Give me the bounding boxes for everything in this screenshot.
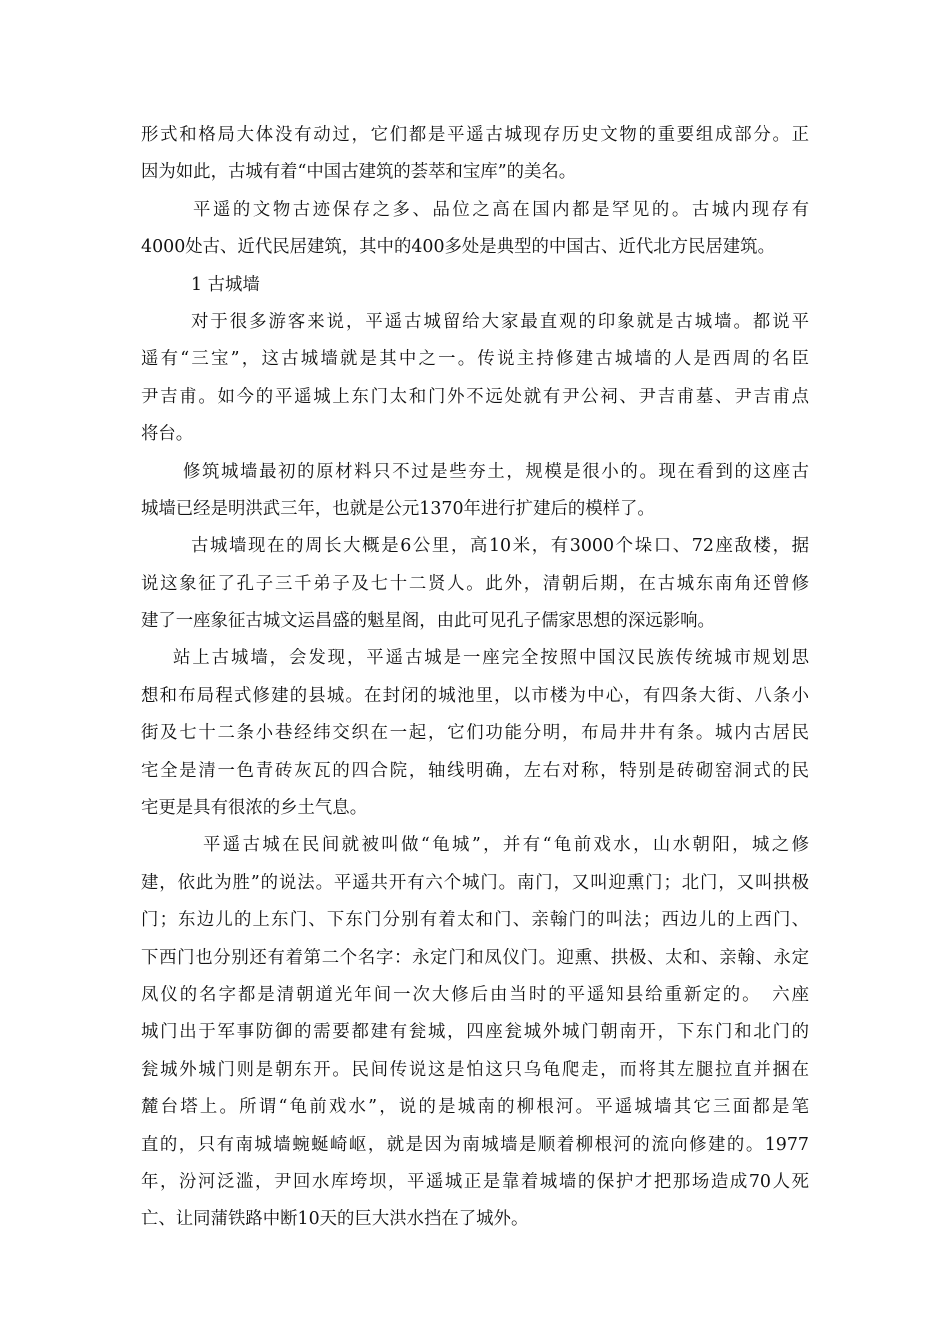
text-line: 遥有“三宝”，这古城墙就是其中之一。传说主持修建古城墙的人是西周的名臣 xyxy=(141,349,809,370)
text-line: 想和布局程式修建的县城。在封闭的城池里，以市楼为中心，有四条大街、八条小 xyxy=(141,685,809,706)
text-line: 瓮城外城门则是朝东开。民间传说这是怕这只乌龟爬走，而将其左腿拉直并捆在 xyxy=(141,1059,809,1080)
text-line: 站上古城墙，会发现，平遥古城是一座完全按照中国汉民族传统城市规划思 xyxy=(173,648,809,669)
text-line: 因为如此，古城有着“中国古建筑的荟萃和宝库”的美名。 xyxy=(141,162,577,183)
text-line: 对于很多游客来说，平遥古城留给大家最直观的印象就是古城墙。都说平 xyxy=(191,311,809,332)
text-line: 直的，只有南城墙蜿蜒崎岖，就是因为南城墙是顺着柳根河的流向修建的。1977 xyxy=(141,1134,809,1155)
text-line: 平遥古城在民间就被叫做“龟城”，并有“龟前戏水，山水朝阳，城之修 xyxy=(203,835,809,856)
text-line: 城墙已经是明洪武三年，也就是公元1370年进行扩建后的模样了。 xyxy=(141,498,655,519)
text-line: 4000处古、近代民居建筑，其中的400多处是典型的中国古、近代北方民居建筑。 xyxy=(141,237,775,258)
text-line: 宅更是具有很浓的乡土气息。 xyxy=(141,798,368,819)
text-line: 尹吉甫。如今的平遥城上东门太和门外不远处就有尹公祠、尹吉甫墓、尹吉甫点 xyxy=(141,386,809,407)
text-line: 修筑城墙最初的原材料只不过是些夯土，规模是很小的。现在看到的这座古 xyxy=(183,461,809,482)
text-line: 将台。 xyxy=(141,424,194,445)
text-line: 凤仪的名字都是清朝道光年间一次大修后由当时的平遥知县给重新定的。 六座 xyxy=(141,984,809,1005)
text-line: 古城墙现在的周长大概是6公里，高10米，有3000个垛口、72座敌楼，据 xyxy=(191,536,809,557)
text-line: 门；东边儿的上东门、下东门分别有着太和门、亲翰门的叫法；西边儿的上西门、 xyxy=(141,910,809,931)
text-line: 宅全是清一色青砖灰瓦的四合院，轴线明确，左右对称，特别是砖砌窑洞式的民 xyxy=(141,760,809,781)
text-line: 说这象征了孔子三千弟子及七十二贤人。此外，清朝后期，在古城东南角还曾修 xyxy=(141,573,809,594)
text-line: 城门出于军事防御的需要都建有瓮城，四座瓮城外城门朝南开，下东门和北门的 xyxy=(141,1022,809,1043)
text-line: 1 古城墙 xyxy=(191,274,260,295)
document-body xyxy=(141,117,809,1239)
text-line: 年，汾河泛滥，尹回水库垮坝，平遥城正是靠着城墙的保护才把那场造成70人死 xyxy=(141,1171,809,1192)
text-line: 形式和格局大体没有动过，它们都是平遥古城现存历史文物的重要组成部分。正 xyxy=(141,125,809,145)
text-line: 建了一座象征古城文运昌盛的魁星阁，由此可见孔子儒家思想的深远影响。 xyxy=(141,611,715,632)
text-line: 麓台塔上。所谓“龟前戏水”，说的是城南的柳根河。平遥城墙其它三面都是笔 xyxy=(141,1097,809,1118)
text-line: 街及七十二条小巷经纬交织在一起，它们功能分明，布局井井有条。城内古居民 xyxy=(141,723,809,744)
text-line: 建，依此为胜”的说法。平遥共开有六个城门。南门，又叫迎熏门；北门，又叫拱极 xyxy=(141,872,809,893)
text-line: 平遥的文物古迹保存之多、品位之高在国内都是罕见的。古城内现存有 xyxy=(193,199,809,220)
text-line: 亡、让同蒲铁路中断10天的巨大洪水挡在了城外。 xyxy=(141,1209,529,1230)
text-line: 下西门也分别还有着第二个名字：永定门和凤仪门。迎熏、拱极、太和、亲翰、永定 xyxy=(141,947,809,968)
